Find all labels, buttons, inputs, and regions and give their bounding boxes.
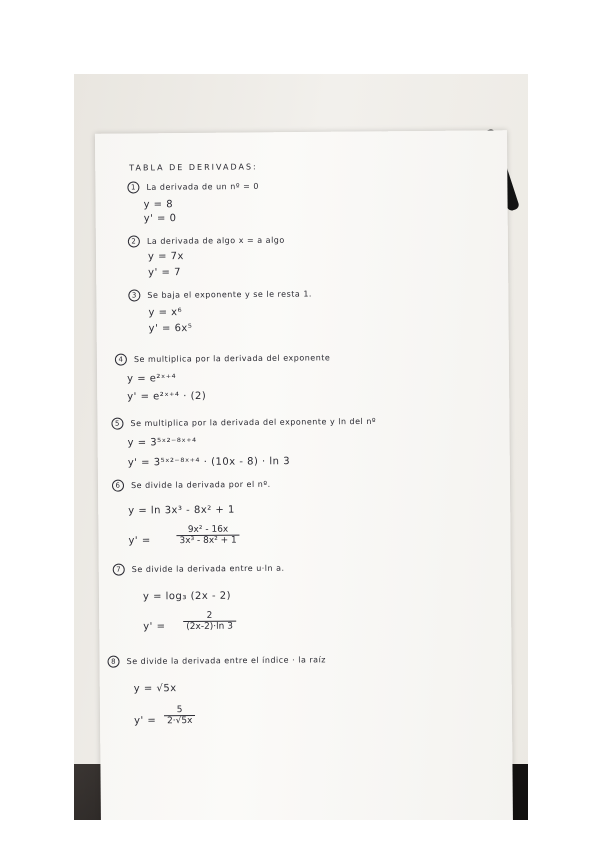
rule-8-heading (107, 654, 326, 668)
rule-6-function: y = ln 3x³ - 8x² + 1 (128, 504, 235, 517)
rule-7-numerator: 2 (183, 611, 236, 622)
rule-8-function: y = √5x (133, 683, 177, 695)
rule-3-text: Se baja el exponente y se le resta 1. (147, 289, 312, 300)
rule-4-number: 4 (115, 354, 127, 366)
rule-6-derivative-prefix: y' = (128, 535, 151, 547)
rule-1-function: y = 8 (143, 199, 174, 211)
rule-8-derivative-prefix: y' = (134, 715, 157, 727)
rule-3-derivative: y' = 6x⁵ (148, 322, 193, 335)
rule-4-function: y = e²ˣ⁺⁴ (127, 373, 177, 385)
rule-4-text: Se multiplica por la derivada del exponente (133, 353, 331, 364)
notebook-photo (74, 74, 528, 820)
handwritten-page (95, 130, 513, 820)
rule-1-derivative: y' = 0 (143, 213, 177, 225)
rule-5-function: y = 3⁵ˣ²⁻⁸ˣ⁺⁴ (127, 436, 197, 449)
rule-6-number: 6 (112, 480, 124, 492)
rule-5-derivative: y' = 3⁵ˣ²⁻⁸ˣ⁺⁴ · (10x - 8) · ln 3 (127, 456, 291, 469)
rule-2-number: 2 (128, 235, 140, 247)
rule-4-heading (115, 352, 331, 366)
rule-7-text: Se divide la derivada entre u·ln a. (131, 563, 285, 575)
page-title: TABLA DE DERIVADAS: (129, 162, 258, 173)
rule-1-heading (127, 180, 259, 193)
rule-6-denominator: 3x³ - 8x² + 1 (179, 535, 237, 547)
rule-5-text: Se multiplica por la derivada del exponente y ln del nº (130, 416, 377, 429)
rule-3-heading (128, 288, 312, 302)
rule-3-number: 3 (128, 289, 140, 301)
rule-2-function: y = 7x (147, 251, 184, 263)
rule-5-number: 5 (111, 418, 123, 430)
rule-2-text: La derivada de algo x = a algo (146, 235, 285, 246)
rule-2-heading (128, 234, 285, 247)
rule-8-text: Se divide la derivada entre el índice · la raíz (126, 655, 327, 667)
rule-7-function: y = log₃ (2x - 2) (142, 590, 232, 603)
rule-8-number: 8 (107, 656, 119, 668)
rule-1-number: 1 (127, 181, 139, 193)
rule-4-derivative: y' = e²ˣ⁺⁴ · (2) (127, 390, 207, 403)
rule-7-heading (113, 562, 285, 575)
rule-7-derivative-fraction (183, 611, 236, 632)
rule-6-numerator: 9x² - 16x (176, 525, 239, 537)
rule-3-function: y = x⁶ (148, 307, 183, 319)
rule-1-text: La derivada de un nº = 0 (146, 181, 260, 192)
rule-7-denominator: (2x-2)·ln 3 (186, 621, 233, 633)
rule-7-derivative-prefix: y' = (143, 621, 166, 633)
rule-8-numerator: 5 (164, 705, 195, 716)
rule-7-number: 7 (113, 564, 125, 576)
rule-8-derivative-fraction (164, 705, 196, 726)
rule-6-text: Se divide la derivada por el nº. (131, 479, 271, 491)
rule-2-derivative: y' = 7 (148, 267, 181, 279)
rule-6-derivative-fraction (176, 525, 239, 547)
rule-6-heading (112, 478, 271, 491)
rule-8-denominator: 2·√5x (167, 715, 193, 727)
rule-5-heading (111, 415, 376, 429)
